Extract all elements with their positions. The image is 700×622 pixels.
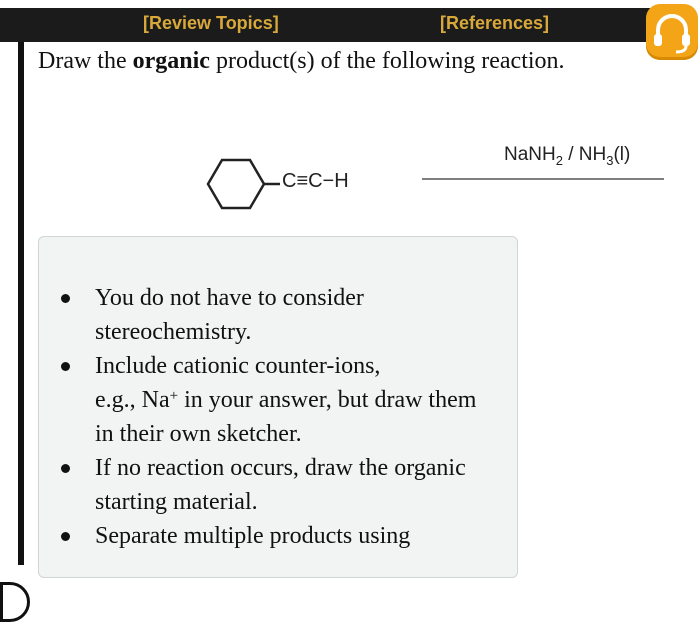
reaction-scheme	[38, 134, 663, 224]
question-text	[38, 44, 663, 78]
question-post: product(s) of the following reaction.	[209, 48, 565, 74]
instruction-item: Include cationic counter-ions, e.g., Na+ in your answer, but draw them in their own sketcher.	[95, 349, 495, 451]
instruction-item: You do not have to consider stereochemistry.	[95, 281, 495, 349]
instructions-list	[95, 281, 495, 553]
top-bar	[0, 0, 700, 44]
reagent-label: NaNH$_2$ / $NH_3(l)$	[504, 144, 631, 168]
question-pre: Draw the	[38, 48, 133, 74]
left-rail-line	[18, 42, 24, 565]
review-topics-link[interactable]: [Review Topics]	[143, 13, 279, 33]
question-content	[38, 44, 663, 549]
left-rail	[0, 42, 28, 565]
references-link[interactable]: [References]	[440, 13, 550, 33]
side-collapse-tab[interactable]	[0, 582, 30, 622]
instruction-item: If no reaction occurs, draw the organic starting material.	[95, 451, 495, 519]
reactant-label: C≡C−H	[282, 170, 349, 192]
instruction-item: Separate multiple products using	[95, 519, 495, 553]
reaction-arrow-line	[422, 178, 664, 180]
instructions-panel	[38, 236, 518, 578]
question-bold: organic	[132, 48, 210, 74]
top-bar-strip	[0, 8, 660, 42]
